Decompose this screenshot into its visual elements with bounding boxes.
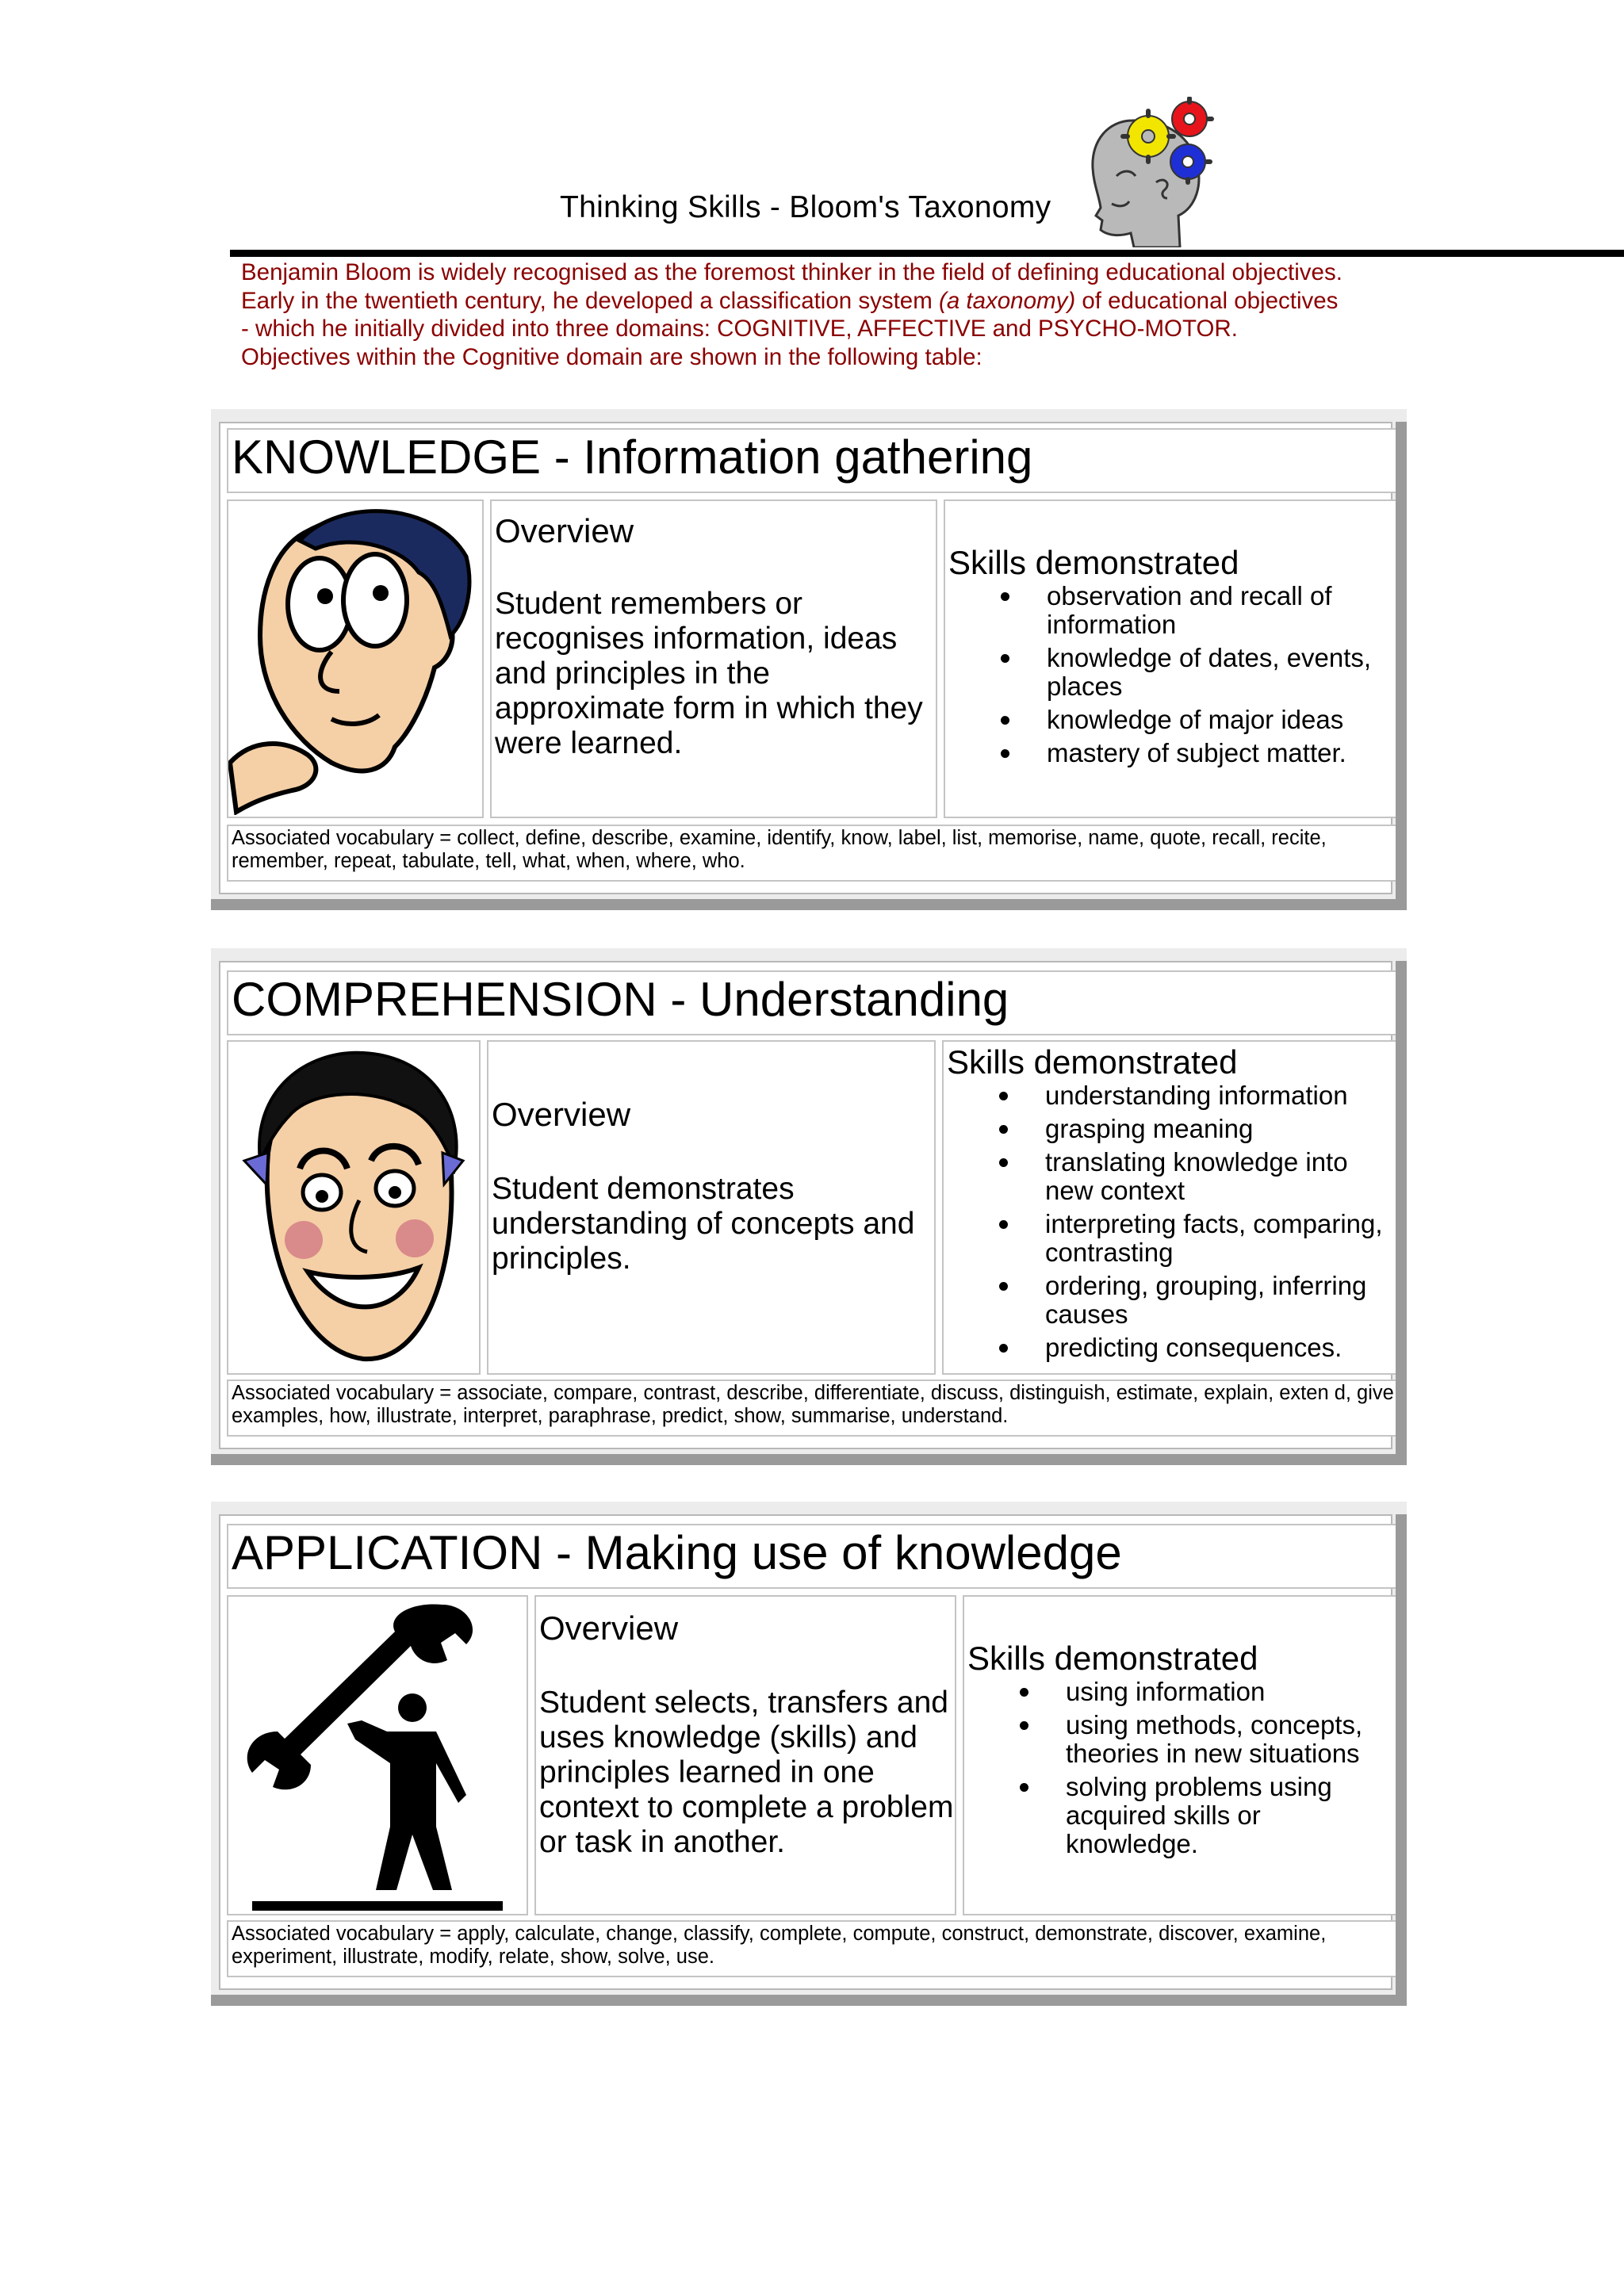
application-card-body [219,1514,1392,1990]
comprehension-overview-cell [487,1040,936,1375]
skills-list [1045,1081,1394,1362]
skills-label: Skills demonstrated [948,544,1239,581]
skills-label: Skills demonstrated [967,1640,1258,1677]
red-gear-icon [1172,101,1207,136]
thinking-head-gears-icon [1085,97,1218,247]
knowledge-card [211,409,1407,910]
list-item: knowledge of dates, events, places [1047,644,1388,701]
comprehension-skills-cell [942,1040,1400,1375]
list-item: understanding information [1045,1081,1394,1110]
skills-list [1066,1678,1391,1858]
knowledge-skills-cell [944,499,1400,818]
list-item: observation and recall of information [1047,582,1388,639]
comprehension-image-cell [227,1040,481,1375]
figure-with-spanner [228,1597,527,1914]
application-image-cell [227,1595,528,1915]
overview-text: Student demonstrates understanding of concepts and principles. [492,1172,915,1276]
list-item: ordering, grouping, inferring causes [1045,1272,1394,1329]
application-title-cell [227,1524,1400,1589]
overview-text: Student remembers or recognises information, ideas and principles in the approximate form in which they were learned. [495,587,923,760]
comprehension-card [211,948,1407,1465]
application-card [211,1502,1407,2006]
blue-gear-icon [1170,144,1205,179]
overview-label: Overview [539,1609,679,1647]
comprehension-title-cell [227,970,1400,1035]
list-item: using information [1066,1678,1391,1706]
knowledge-title-cell [227,428,1400,493]
knowledge-image-cell [227,499,484,818]
list-item: predicting consequences. [1045,1334,1394,1362]
section-title: KNOWLEDGE - Information gathering [232,430,1033,484]
yellow-gear-icon [1128,116,1169,157]
section-title: APPLICATION - Making use of knowledge [232,1526,1122,1579]
overview-label: Overview [492,1096,631,1133]
application-overview-cell [534,1595,956,1915]
application-vocabulary-cell [227,1920,1400,1977]
knowledge-card-body [219,422,1392,894]
page-title: Thinking Skills - Bloom's Taxonomy [560,190,1051,224]
list-item: using methods, concepts, theories in new situations [1066,1711,1391,1768]
knowledge-overview-cell [490,499,937,818]
comprehension-card-body [219,961,1392,1449]
thinking-man-cartoon [228,501,482,815]
overview-label: Overview [495,512,634,549]
list-item: solving problems using acquired skills or knowledge. [1066,1773,1391,1858]
skills-label: Skills demonstrated [947,1043,1238,1081]
list-item: translating knowledge into new context [1045,1148,1394,1205]
skills-list [1047,582,1388,767]
comprehension-vocabulary-cell [227,1380,1400,1437]
intro-paragraph: Benjamin Bloom is widely recognised as the foremost thinker in the field of defining educational objectives. Early in the twentieth century, he developed a classification system (a taxonomy) of educational objectives - which he initially divided into three domains: COGNITIVE, AFFECTIVE and PSYCHO-MOTOR. Objectives within the Cognitive domain are shown in the following table: [241,259,1342,370]
list-item: mastery of subject matter. [1047,739,1388,767]
smiling-man-cartoon [228,1042,479,1373]
list-item: knowledge of major ideas [1047,706,1388,734]
vocabulary-text: Associated vocabulary = associate, compare, contrast, describe, differentiate, discuss, distinguish, estimate, explain, exten d, give examples, how, illustrate, interpret, paraphrase, predict, show, summarise, understand. [232,1382,1394,1427]
vocabulary-text: Associated vocabulary = collect, define, describe, examine, identify, know, label, list, memorise, name, quote, recall, recite, remember, repeat, tabulate, tell, what, when, where, who. [232,827,1327,872]
list-item: interpreting facts, comparing, contrasting [1045,1210,1394,1267]
application-skills-cell [963,1595,1400,1915]
list-item: grasping meaning [1045,1115,1394,1143]
header-rule [230,250,1624,257]
overview-text: Student selects, transfers and uses knowledge (skills) and principles learned in one context to complete a problem or task in another. [539,1686,954,1859]
knowledge-vocabulary-cell [227,825,1400,882]
section-title: COMPREHENSION - Understanding [232,973,1009,1026]
vocabulary-text: Associated vocabulary = apply, calculate, change, classify, complete, compute, construct, demonstrate, discover, examine, experiment, illustrate, modify, relate, show, solve, use. [232,1923,1327,1968]
